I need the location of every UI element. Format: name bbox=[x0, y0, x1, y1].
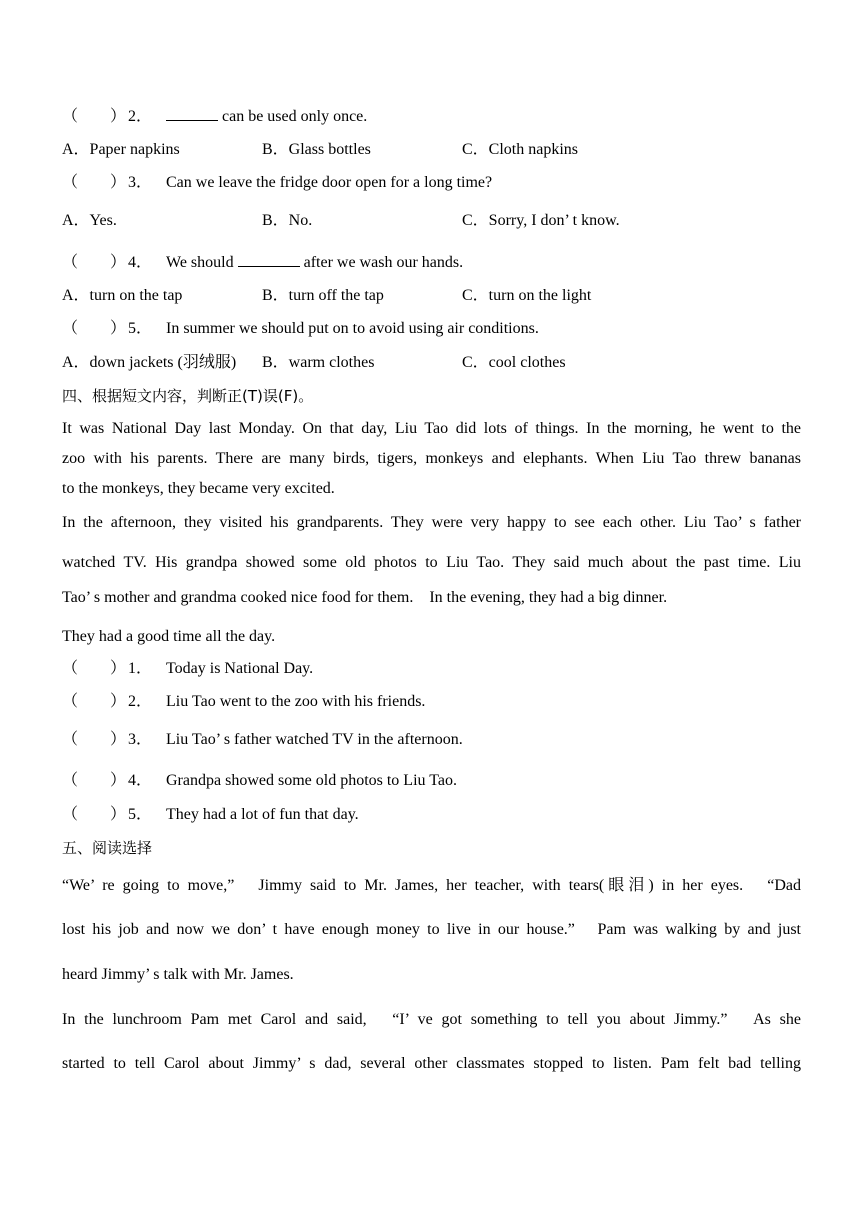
passage-line: lost his job and now we don’ t have enough money to live in our house.” Pam was walking by and just bbox=[62, 921, 801, 938]
passage-line: started to tell Carol about Jimmy’ s dad, several other classmates stopped to listen. Pam felt bad telling bbox=[62, 1055, 801, 1072]
answer-paren[interactable]: （ ） bbox=[62, 693, 127, 710]
answer-paren[interactable]: （ ） bbox=[62, 254, 127, 271]
passage-line: to the monkeys, they became very excited. bbox=[62, 480, 335, 497]
option-c[interactable]: C．cool clothes bbox=[462, 354, 566, 371]
passage-line: In the lunchroom Pam met Carol and said, “I’ ve got something to tell you about Jimmy.” As she bbox=[62, 1011, 802, 1028]
question-text: In summer we should put on to avoid using air conditions. bbox=[166, 320, 539, 337]
item-text: Today is National Day. bbox=[166, 660, 314, 677]
item-number: 5． bbox=[128, 806, 153, 823]
option-b[interactable]: B．Glass bottles bbox=[262, 141, 371, 158]
tf-item bbox=[62, 692, 425, 712]
question-3-5 bbox=[62, 319, 539, 339]
section-heading-4: 四、根据短文内容，判断正(T)误(F)。 bbox=[62, 387, 314, 405]
answer-paren[interactable]: （ ） bbox=[62, 660, 127, 677]
option-a[interactable]: A．Yes. bbox=[62, 212, 117, 229]
question-number: 4． bbox=[128, 254, 153, 271]
fill-blank[interactable] bbox=[166, 106, 218, 121]
passage-line: zoo with his parents. There are many birds, tigers, monkeys and elephants. When Liu Tao threw bananas bbox=[62, 450, 801, 467]
answer-paren[interactable]: （ ） bbox=[62, 731, 127, 748]
option-c[interactable]: C．turn on the light bbox=[462, 287, 592, 304]
option-b[interactable]: B．No. bbox=[262, 212, 313, 229]
section-heading-5: 五、阅读选择 bbox=[62, 839, 153, 857]
passage-line: In the afternoon, they visited his grandparents. They were very happy to see each other. Liu Tao’ s father bbox=[62, 514, 801, 531]
answer-paren[interactable]: （ ） bbox=[62, 772, 127, 789]
question-number: 2． bbox=[128, 108, 153, 125]
tf-item bbox=[62, 730, 463, 750]
question-text-pre: We should bbox=[166, 254, 238, 271]
tf-item bbox=[62, 771, 457, 791]
answer-paren[interactable]: （ ） bbox=[62, 806, 127, 823]
passage-line: “We’ re going to move,” Jimmy said to Mr. James, her teacher, with tears(眼泪) in her eyes. “Dad bbox=[62, 877, 801, 894]
option-a[interactable]: A．down jackets (羽绒服) bbox=[62, 354, 237, 371]
option-c[interactable]: C．Cloth napkins bbox=[462, 141, 579, 158]
option-b[interactable]: B．turn off the tap bbox=[262, 287, 384, 304]
question-3-3 bbox=[62, 173, 492, 193]
question-text: can be used only once. bbox=[218, 108, 368, 125]
item-number: 2． bbox=[128, 693, 153, 710]
item-text: Liu Tao’ s father watched TV in the afternoon. bbox=[166, 731, 463, 748]
tf-item bbox=[62, 805, 359, 825]
item-text: Grandpa showed some old photos to Liu Tao. bbox=[166, 772, 457, 789]
passage-line: watched TV. His grandpa showed some old photos to Liu Tao. They said much about the past time. Liu bbox=[62, 554, 801, 571]
question-3-2 bbox=[62, 106, 367, 127]
answer-paren[interactable]: （ ） bbox=[62, 108, 127, 125]
tf-item bbox=[62, 659, 313, 679]
option-a[interactable]: A．Paper napkins bbox=[62, 141, 180, 158]
option-c[interactable]: C．Sorry, I don’ t know. bbox=[462, 212, 620, 229]
item-text: They had a lot of fun that day. bbox=[166, 806, 359, 823]
question-3-4 bbox=[62, 252, 463, 273]
item-number: 3． bbox=[128, 731, 153, 748]
option-b[interactable]: B．warm clothes bbox=[262, 354, 375, 371]
question-text: Can we leave the fridge door open for a long time? bbox=[166, 174, 493, 191]
question-number: 3． bbox=[128, 174, 153, 191]
item-number: 1． bbox=[128, 660, 153, 677]
passage-line: They had a good time all the day. bbox=[62, 628, 276, 645]
fill-blank[interactable] bbox=[238, 252, 300, 267]
question-text-post: after we wash our hands. bbox=[299, 254, 464, 271]
passage-line: heard Jimmy’ s talk with Mr. James. bbox=[62, 966, 294, 983]
option-a[interactable]: A．turn on the tap bbox=[62, 287, 183, 304]
question-number: 5． bbox=[128, 320, 153, 337]
item-number: 4． bbox=[128, 772, 153, 789]
passage-line: It was National Day last Monday. On that day, Liu Tao did lots of things. In the morning, he went to the bbox=[62, 420, 801, 437]
item-text: Liu Tao went to the zoo with his friends. bbox=[166, 693, 426, 710]
answer-paren[interactable]: （ ） bbox=[62, 320, 127, 337]
answer-paren[interactable]: （ ） bbox=[62, 174, 127, 191]
passage-line: Tao’ s mother and grandma cooked nice food for them. In the evening, they had a big dinner. bbox=[62, 589, 668, 606]
